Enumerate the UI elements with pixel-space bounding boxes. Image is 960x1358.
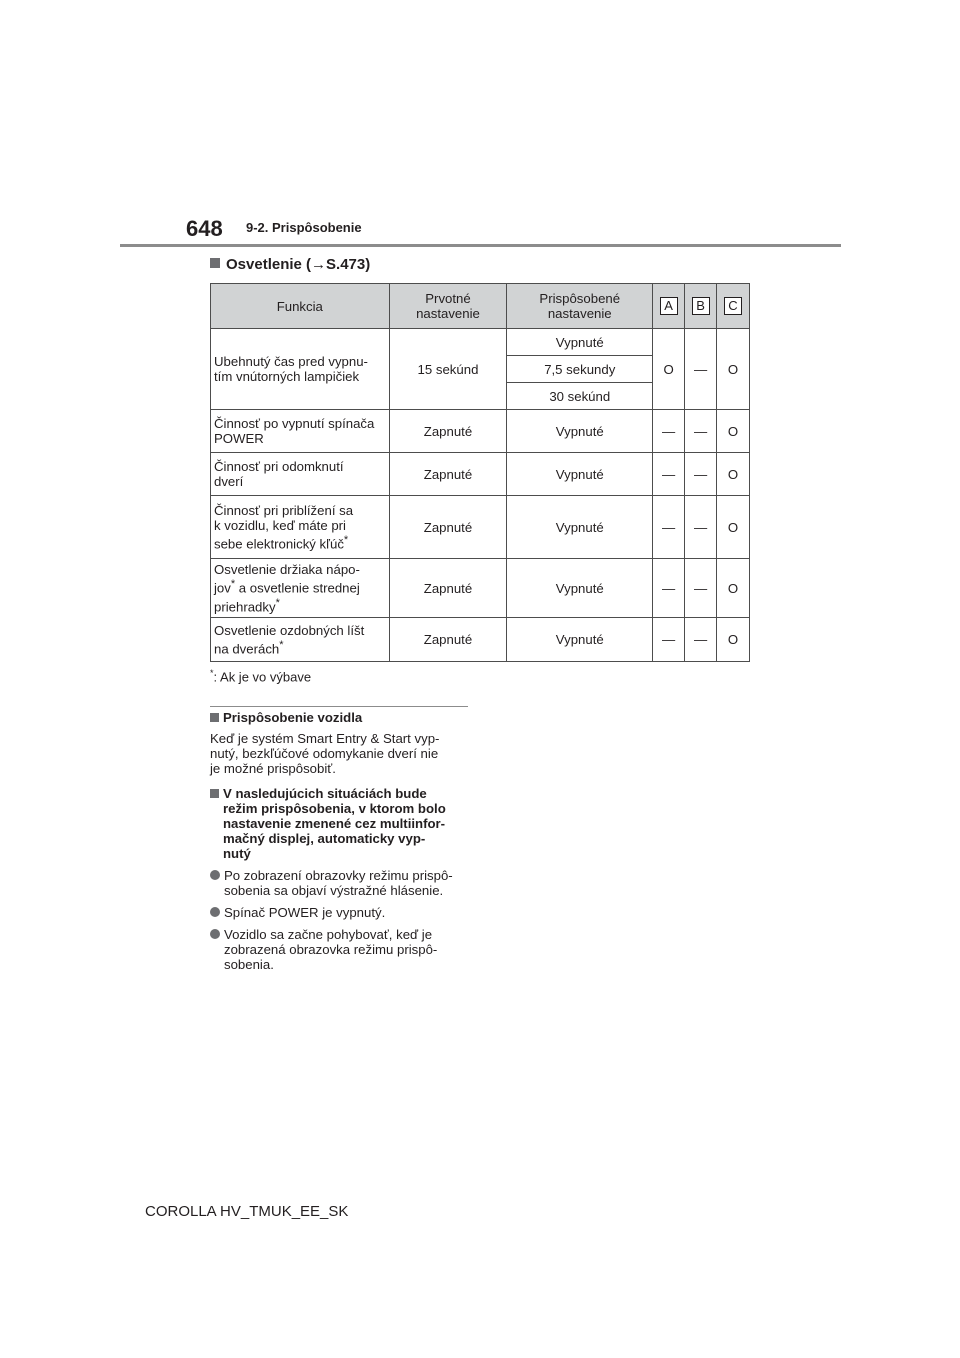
header-divider — [120, 244, 841, 247]
mark-c-cell: O — [717, 618, 750, 662]
table-row — [211, 453, 750, 496]
square-bullet-icon — [210, 789, 219, 798]
list-item — [210, 905, 472, 920]
list-item-text: Spínač POWER je vypnutý. — [224, 905, 386, 920]
column-header-a — [653, 284, 685, 329]
custom-cell: Vypnuté — [507, 559, 653, 618]
mark-a-cell: — — [653, 496, 685, 559]
list-item-text: Vozidlo sa začne pohybovať, keď je zobrazená obrazovka režimu prispô- sobenia. — [224, 927, 438, 972]
document-footer: COROLLA HV_TMUK_EE_SK — [145, 1203, 349, 1220]
footnote-asterisk: * — [210, 668, 214, 678]
settings-table — [210, 283, 750, 662]
mark-b-cell: — — [685, 559, 717, 618]
table-row — [211, 559, 750, 618]
circle-bullet-icon — [210, 870, 220, 880]
mark-c-cell: O — [717, 329, 750, 410]
mark-c-cell: O — [717, 453, 750, 496]
square-bullet-icon — [210, 258, 220, 268]
section-heading: 9-2. Prispôsobenie — [246, 220, 362, 235]
square-bullet-icon — [210, 713, 219, 722]
custom-cell: Vypnuté — [507, 618, 653, 662]
mark-a-cell: — — [653, 453, 685, 496]
page-number: 648 — [186, 216, 223, 241]
table-row — [211, 618, 750, 662]
note-body: Keď je systém Smart Entry & Start vyp- nutý, bezkľúčové odomykanie dverí nie je možné prispôsobiť. — [210, 731, 440, 776]
note-title-text: Prispôsobenie vozidla — [223, 710, 363, 725]
default-cell: Zapnuté — [389, 410, 507, 453]
custom-cell: Vypnuté — [507, 496, 653, 559]
asterisk-mark: * — [275, 596, 280, 609]
letter-b-icon: B — [692, 297, 710, 315]
function-cell: Činnosť pri odomknutí dverí — [211, 453, 390, 496]
column-header-b — [685, 284, 717, 329]
option-cell: 7,5 sekundy — [507, 356, 653, 383]
subsection-title-text: Osvetlenie (→S.473) — [226, 256, 371, 273]
mark-a-cell: — — [653, 618, 685, 662]
mark-c-cell: O — [717, 559, 750, 618]
list-item-text: Po zobrazení obrazovky režimu prispô- sobenia sa objaví výstražné hlásenie. — [224, 868, 453, 898]
letter-a-icon: A — [660, 297, 678, 315]
custom-cell: Vypnuté — [507, 453, 653, 496]
mark-b-cell: — — [685, 496, 717, 559]
column-header-function: Funkcia — [211, 284, 390, 329]
footnote-text: : Ak je vo výbave — [213, 669, 312, 685]
mark-b-cell: — — [685, 618, 717, 662]
asterisk-mark: * — [230, 578, 236, 591]
default-cell: Zapnuté — [389, 496, 507, 559]
option-cell: Vypnuté — [507, 329, 653, 356]
mark-a-cell: O — [653, 329, 685, 410]
asterisk-mark: * — [343, 533, 349, 546]
note-heading — [210, 786, 472, 861]
table-row — [211, 329, 750, 356]
circle-bullet-icon — [210, 929, 220, 939]
default-cell: Zapnuté — [389, 453, 507, 496]
note-heading-text: V nasledujúcich situáciách bude režim prispôsobenia, v ktorom bolo nastavenie zmenené cez multiinfor- mačný displej, automaticky vyp- nutý — [223, 786, 446, 861]
notes-divider — [210, 706, 468, 707]
column-header-default: Prvotné nastavenie — [389, 284, 507, 329]
mark-b-cell: — — [685, 453, 717, 496]
asterisk-mark: * — [279, 638, 284, 651]
function-cell: Činnosť po vypnutí spínača POWER — [211, 410, 390, 453]
table-row — [211, 410, 750, 453]
mark-b-cell: — — [685, 410, 717, 453]
notes-section — [210, 710, 472, 972]
table-header-row — [211, 284, 750, 329]
footnote — [210, 668, 311, 684]
letter-c-icon: C — [724, 297, 742, 315]
column-header-custom: Prispôsobené nastavenie — [507, 284, 653, 329]
custom-cell: Vypnuté — [507, 410, 653, 453]
mark-c-cell: O — [717, 496, 750, 559]
list-item — [210, 868, 472, 898]
mark-b-cell: — — [685, 329, 717, 410]
function-cell: Ubehnutý čas pred vypnu- tím vnútorných lampičiek — [211, 329, 390, 410]
default-cell: Zapnuté — [389, 559, 507, 618]
function-cell: Osvetlenie ozdobných líšt na dverách* — [211, 618, 390, 662]
subsection-title — [210, 256, 370, 273]
column-header-c — [717, 284, 750, 329]
circle-bullet-icon — [210, 907, 220, 917]
default-cell: Zapnuté — [389, 618, 507, 662]
note-title — [210, 710, 472, 725]
mark-a-cell: — — [653, 410, 685, 453]
function-cell: Osvetlenie držiaka nápo- jov* a osvetlenie strednej priehradky* — [211, 559, 390, 618]
mark-c-cell: O — [717, 410, 750, 453]
option-cell: 30 sekúnd — [507, 383, 653, 410]
mark-a-cell: — — [653, 559, 685, 618]
function-cell: Činnosť pri priblížení sa k vozidlu, keď máte pri sebe elektronický kľúč* — [211, 496, 390, 559]
default-cell: 15 sekúnd — [389, 329, 507, 410]
table-row — [211, 496, 750, 559]
list-item — [210, 927, 472, 972]
